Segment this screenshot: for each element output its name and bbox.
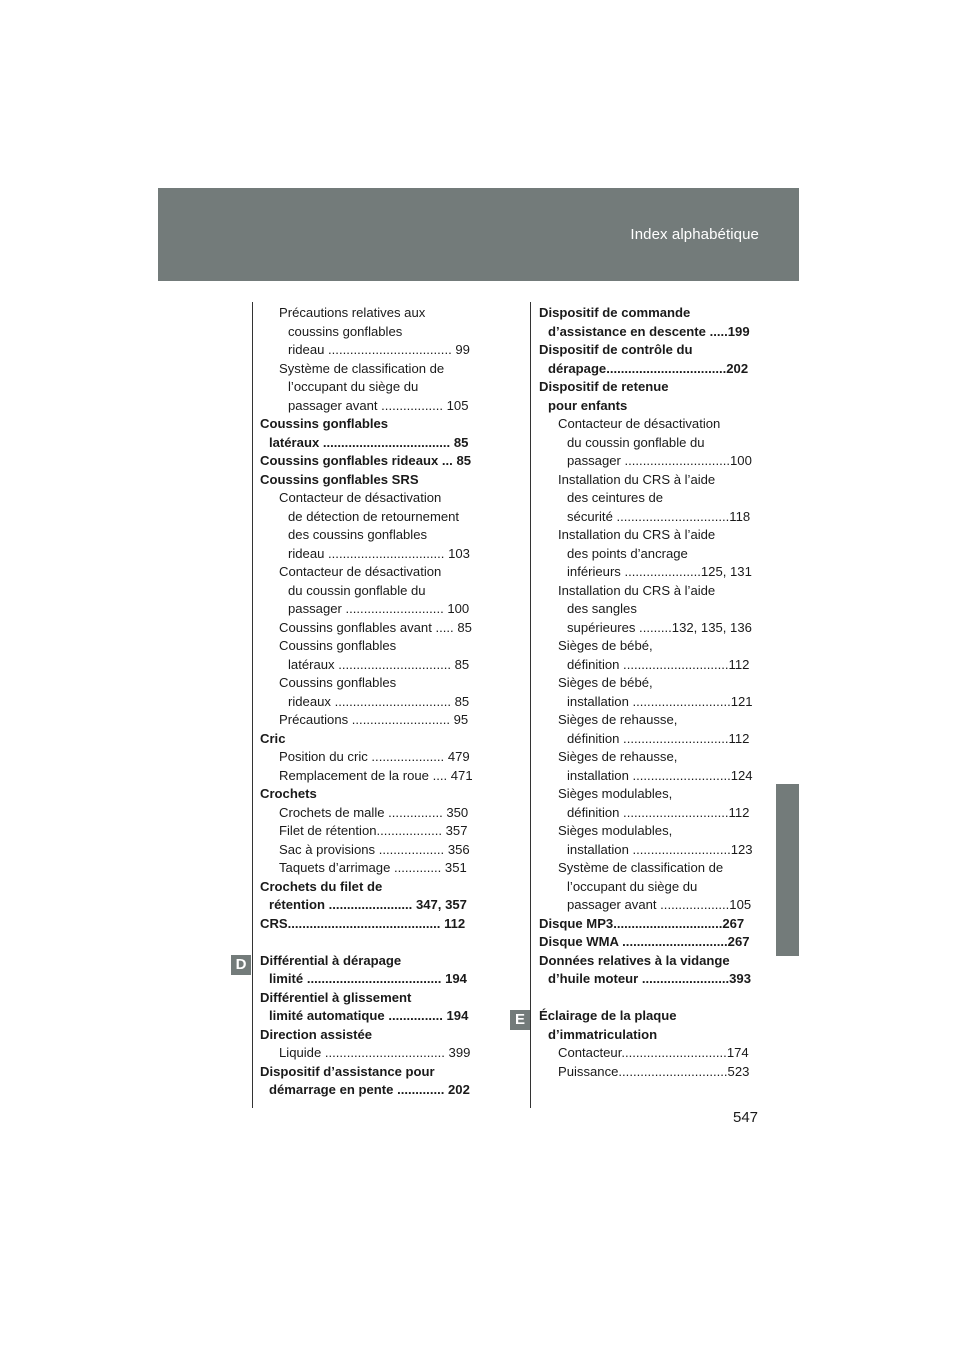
index-entry-line: Coussins gonflables SRS <box>260 471 419 487</box>
index-entry-line: Sièges de bébé, <box>558 638 653 653</box>
index-subentry <box>260 841 480 860</box>
index-entry-line: du coussin gonflable du <box>567 434 705 450</box>
index-entry-line: Contacteur de désactivation <box>558 416 721 431</box>
index-subentry <box>539 526 759 582</box>
index-subentry <box>539 1044 759 1063</box>
index-subentry <box>260 619 480 638</box>
index-entry-line: Différentiel à glissement <box>260 989 412 1005</box>
index-subentry <box>539 785 759 822</box>
index-entry-line: Sièges modulables, <box>558 786 673 801</box>
index-entry-line: Cric <box>260 730 286 746</box>
index-subentry <box>260 637 480 674</box>
header-band <box>158 188 799 281</box>
index-entry-line: Installation du CRS à l’aide <box>558 582 716 598</box>
index-subentry <box>539 711 759 748</box>
column-divider-middle <box>530 302 531 1108</box>
index-entry-line: Crochets <box>260 786 317 801</box>
index-entry-line: passager .............................100 <box>567 453 752 468</box>
index-entry-line: Données relatives à la vidange <box>539 952 730 968</box>
index-subentry <box>260 859 480 878</box>
index-subentry <box>539 415 759 471</box>
index-entry <box>260 878 480 915</box>
index-entry <box>260 989 480 1026</box>
index-entry-line: Sièges de rehausse, <box>558 749 678 764</box>
index-entry-line: Précautions relatives aux <box>279 305 426 320</box>
index-entry-line: Sièges de rehausse, <box>558 712 678 727</box>
index-subentry <box>539 822 759 859</box>
index-entry <box>539 378 759 415</box>
index-subentry <box>539 674 759 711</box>
index-entry-line: des ceintures de <box>567 490 664 505</box>
index-entry-line: rideaux ................................ 85 <box>288 693 470 709</box>
index-entry <box>539 304 759 341</box>
index-subentry <box>260 563 480 619</box>
index-entry-line: Liquide ................................. 399 <box>279 1045 471 1060</box>
header-title: Index alphabétique <box>630 226 759 243</box>
index-entry <box>260 730 480 749</box>
section-letter-d: D <box>231 955 251 975</box>
index-subentry <box>260 822 480 841</box>
index-entry <box>260 415 480 452</box>
index-entry-line: rideau ................................ 103 <box>288 545 470 561</box>
index-entry <box>260 1026 480 1045</box>
section-gap <box>539 989 759 1008</box>
index-entry <box>260 452 480 471</box>
index-subentry <box>539 859 759 915</box>
index-entry-line: d’huile moteur ........................393 <box>548 971 751 986</box>
index-entry-line: Sac à provisions .................. 356 <box>279 841 470 857</box>
index-entry-line: Disque WMA .............................267 <box>539 934 750 949</box>
index-subentry <box>539 637 759 674</box>
index-entry-line: limité automatique ............... 194 <box>269 1008 469 1023</box>
index-entry-line: d’assistance en descente .....199 <box>548 323 750 339</box>
index-entry-line: Filet de rétention.................. 357 <box>279 823 468 838</box>
index-subentry <box>260 711 480 730</box>
index-entry-line: Sièges modulables, <box>558 823 673 838</box>
index-entry-line: des sangles <box>567 601 637 616</box>
index-subentry <box>260 767 480 786</box>
section-letter-e: E <box>510 1010 530 1030</box>
index-subentry <box>539 748 759 785</box>
index-entry-line: Système de classification de <box>279 360 445 376</box>
section-gap <box>260 933 480 952</box>
index-entry-line: Coussins gonflables <box>279 675 397 690</box>
index-entry-line: sécurité ...............................118 <box>567 508 751 524</box>
index-entry-line: Crochets de malle ............... 350 <box>279 804 469 820</box>
index-entry-line: démarrage en pente ............. 202 <box>269 1082 470 1097</box>
index-entry-line: Position du cric .................... 479 <box>279 749 470 764</box>
index-entry-line: Éclairage de la plaque <box>539 1008 677 1023</box>
index-entry-line: rideau .................................. 99 <box>288 342 470 357</box>
index-entry-line: Coussins gonflables avant ..... 85 <box>279 619 472 635</box>
index-entry-line: Coussins gonflables <box>279 638 397 653</box>
index-entry-line: l’occupant du siège du <box>567 878 698 894</box>
index-entry-line: Contacteur de désactivation <box>279 564 442 579</box>
index-entry-line: Coussins gonflables rideaux ... 85 <box>260 453 472 468</box>
index-entry <box>260 785 480 804</box>
index-entry-line: limité ..................................... 194 <box>269 971 467 986</box>
index-entry-line: Dispositif d’assistance pour <box>260 1063 435 1079</box>
index-entry-line: du coussin gonflable du <box>288 582 426 598</box>
index-subentry <box>260 674 480 711</box>
index-subentry <box>539 582 759 638</box>
index-entry-line: supérieures .........132, 135, 136 <box>567 619 752 635</box>
column-divider-left <box>252 302 253 1108</box>
index-entry-line: Sièges de bébé, <box>558 675 653 690</box>
index-subentry <box>260 748 480 767</box>
index-entry-line: pour enfants <box>548 397 628 413</box>
index-subentry <box>260 1044 480 1063</box>
index-entry <box>539 933 759 952</box>
index-entry-line: Puissance..............................523 <box>558 1063 750 1079</box>
index-entry <box>539 341 759 378</box>
index-entry-line: Remplacement de la roue .... 471 <box>279 767 473 783</box>
index-entry-line: Dispositif de contrôle du <box>539 342 693 357</box>
index-entry-line: Taquets d’arrimage ............. 351 <box>279 860 467 875</box>
index-entry-line: Coussins gonflables <box>260 416 389 431</box>
index-subentry <box>260 360 480 416</box>
index-entry-line: Contacteur de désactivation <box>279 490 442 505</box>
index-entry-line: Dispositif de commande <box>539 305 691 320</box>
index-entry <box>539 1007 759 1044</box>
index-entry-line: définition .............................112 <box>567 730 750 746</box>
index-entry-line: des coussins gonflables <box>288 527 428 542</box>
index-entry-line: inférieurs .....................125, 131 <box>567 564 752 579</box>
index-entry-line: installation ...........................123 <box>567 841 753 857</box>
page-number: 547 <box>733 1109 759 1126</box>
index-entry-line: Direction assistée <box>260 1026 373 1042</box>
index-entry <box>260 471 480 490</box>
index-entry-line: l’occupant du siège du <box>288 379 419 394</box>
index-entry-line: Installation du CRS à l’aide <box>558 471 716 487</box>
index-entry-line: Système de classification de <box>558 860 724 875</box>
index-entry <box>539 952 759 989</box>
index-entry-line: Dispositif de retenue <box>539 379 669 394</box>
index-entry-line: latéraux ............................... 85 <box>288 656 470 672</box>
index-column-right <box>539 304 759 1081</box>
index-entry-line: passager ........................... 100 <box>288 601 470 616</box>
index-entry-line: latéraux ................................... 85 <box>269 434 469 450</box>
index-entry-line: Contacteur.............................174 <box>558 1045 749 1060</box>
index-entry-line: rétention ....................... 347, 357 <box>269 897 467 912</box>
index-subentry <box>539 1063 759 1082</box>
index-entry-line: passager avant ................. 105 <box>288 397 469 413</box>
index-entry-line: installation ...........................124 <box>567 767 753 783</box>
index-entry-line: d’immatriculation <box>548 1026 658 1042</box>
index-entry-line: Crochets du filet de <box>260 878 383 894</box>
index-subentry <box>260 804 480 823</box>
index-entry-line: passager avant ...................105 <box>567 897 752 912</box>
index-entry-line: Différential à dérapage <box>260 952 402 968</box>
index-entry <box>260 915 480 934</box>
index-entry <box>260 1063 480 1100</box>
section-thumb-tab <box>776 784 799 956</box>
index-entry-line: installation ...........................121 <box>567 693 753 709</box>
index-entry <box>539 915 759 934</box>
index-entry-line: Installation du CRS à l’aide <box>558 527 716 542</box>
index-entry <box>260 952 480 989</box>
index-entry-line: CRS.......................................... 112 <box>260 915 466 931</box>
index-subentry <box>260 304 480 360</box>
index-entry-line: Précautions ........................... 95 <box>279 712 469 727</box>
index-subentry <box>539 471 759 527</box>
index-column-left <box>260 304 480 1100</box>
index-entry-line: coussins gonflables <box>288 323 403 339</box>
index-entry-line: des points d’ancrage <box>567 545 688 561</box>
index-entry-line: de détection de retournement <box>288 508 460 524</box>
index-subentry <box>260 489 480 563</box>
index-entry-line: Disque MP3..............................267 <box>539 915 745 931</box>
index-entry-line: définition .............................112 <box>567 656 750 672</box>
index-entry-line: dérapage.................................202 <box>548 360 749 376</box>
index-entry-line: définition .............................112 <box>567 804 750 820</box>
